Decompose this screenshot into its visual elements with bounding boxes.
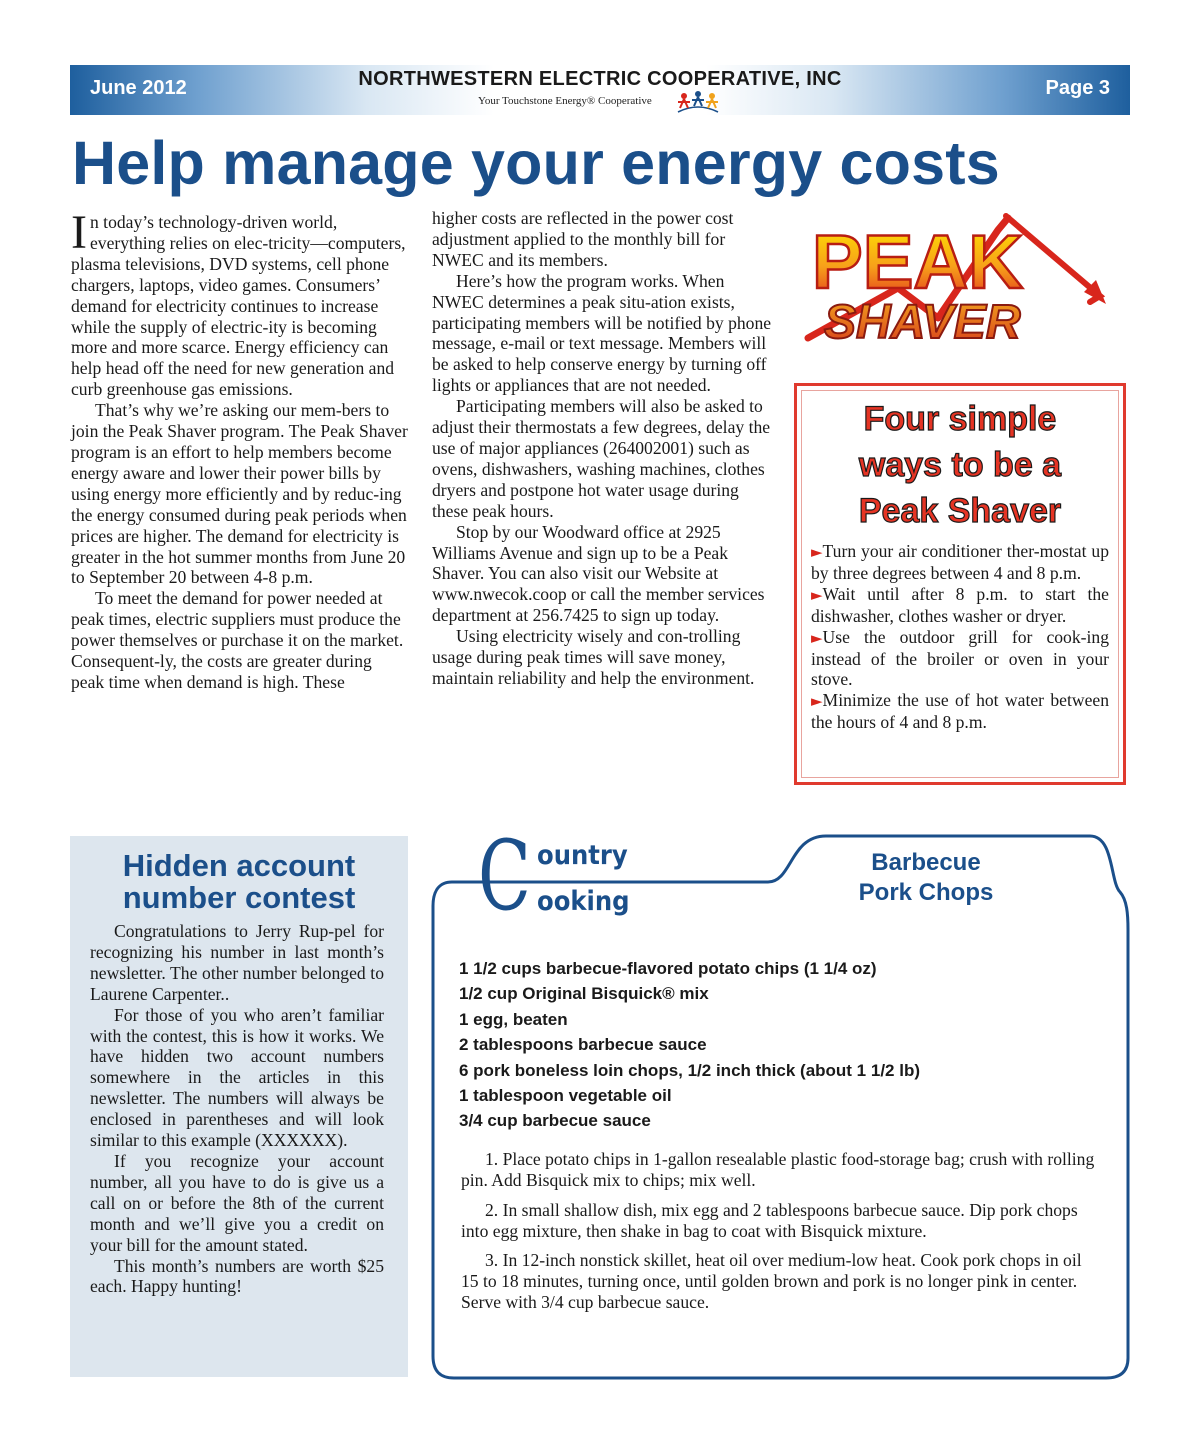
- ingredient-item: 1 egg, beaten: [459, 1009, 568, 1029]
- recipe-title-line: Pork Chops: [858, 879, 994, 906]
- tips-title-line: ways to be a: [858, 446, 1062, 484]
- drop-cap: I: [71, 206, 87, 259]
- tip-item: [811, 690, 1109, 733]
- country-cooking-initial: C: [478, 820, 531, 932]
- ingredient-item: 1 1/2 cups barbecue-flavored potato chips (1 1/4 oz): [459, 959, 877, 978]
- red-arrow-icon: ►: [811, 543, 823, 561]
- article-paragraph: n today’s technology-driven world, everything relies on elec-tricity—computers, plasma televisions, DVD systems, cell phone chargers, laptops, video games. Consumers’ demand for electricity continues to increase while the supply of electric-ity is becoming more and more scarce. Energy efficiency can help head off the need for new generation and curb greenhouse gas emissions.: [71, 212, 406, 400]
- tip-text: Minimize the use of hot water between the hours of 4 and 8 p.m.: [811, 690, 1109, 733]
- organization-tagline: Your Touchstone Energy® Cooperative: [478, 95, 652, 107]
- contest-paragraph: Congratulations to Jerry Rup-pel for recognizing his number in last month’s newsletter. The other number belonged to Laurene Carpenter..: [90, 921, 384, 1004]
- contest-body: [90, 921, 384, 1297]
- peak-logo-word: PEAK: [812, 220, 1024, 305]
- red-arrow-icon: ►: [811, 628, 823, 647]
- tip-text: Turn your air conditioner ther-mostat up by three degrees between 4 and 8 p.m.: [811, 541, 1109, 583]
- tips-title: [797, 396, 1123, 534]
- recipe-steps: [461, 1149, 1101, 1322]
- article-paragraph: Here’s how the program works. When NWEC determines a peak situ-ation exists, participating members will be notified by phone message, e-mail or text message. Members will be asked to help conserve energy by turning off lights or appliances that are not needed.: [432, 270, 772, 396]
- contest-paragraph: For those of you who aren’t familiar with the contest, this is how it works. We have hidden two account numbers somewhere in the articles in this newsletter. The numbers will always be enclosed in parentheses and will look similar to this example (XXXXXX).: [90, 1004, 384, 1151]
- tip-item: [811, 627, 1109, 691]
- tip-item: [811, 541, 1109, 584]
- article-paragraph: Stop by our Woodward office at 2925 Williams Avenue and sign up to be a Peak Shaver. You can also visit our Website at www.nwecok.coop or call the member services department at 256.7425 to sign up today.: [432, 521, 765, 626]
- article-paragraph: Using electricity wisely and con-trolling usage during peak times will save money, maintain reliability and help the environment.: [432, 626, 755, 688]
- peak-shaver-logo: [800, 210, 1120, 370]
- recipe-title: [800, 848, 1052, 908]
- contest-paragraph: This month’s numbers are worth $25 each. Happy hunting!: [90, 1255, 384, 1297]
- tips-title-line: Peak Shaver: [858, 492, 1062, 530]
- tips-list: [811, 541, 1109, 733]
- country-cooking-word: ountry: [537, 840, 628, 871]
- article-paragraph: To meet the demand for power needed at peak times, electric suppliers must produce the power themselves or purchase it on the market. Consequent-ly, the costs are greater during peak time when demand is high. These: [71, 588, 404, 692]
- contest-title-line: Hidden account: [122, 848, 356, 883]
- article-column-2: [432, 208, 772, 689]
- contest-box: [70, 836, 408, 1377]
- article-paragraph: That’s why we’re asking our mem-bers to join the Peak Shaver program. The Peak Shaver program is an effort to help members become energy aware and lower their power bills by using energy more efficiently and by reduc-ing the energy consumed during peak periods when prices are higher. The demand for electricity is greater in the hot summer months from June 20 to September 20 between 4-8 p.m.: [71, 400, 408, 588]
- tip-item: [811, 584, 1109, 627]
- ingredient-item: 6 pork boneless loin chops, 1/2 inch thick (about 1 1/2 lb): [459, 1060, 920, 1080]
- page-number: Page 3: [1045, 77, 1110, 99]
- shaver-logo-word: SHAVER: [824, 296, 1021, 349]
- red-arrow-icon: ►: [811, 585, 823, 604]
- recipe-step: 3. In 12-inch nonstick skillet, heat oil over medium-low heat. Cook pork chops in oil 15 to 18 minutes, turning once, until golden brown and pork is no longer pink in center. Serve with 3/4 cup barbecue sauce.: [461, 1250, 1082, 1313]
- newsletter-header: [70, 65, 1130, 115]
- tip-text: Use the outdoor grill for cook-ing instead of the broiler or oven in your stove.: [811, 626, 1109, 690]
- recipe-step: 2. In small shallow dish, mix egg and 2 tablespoons barbecue sauce. Dip pork chops into egg mixture, then shake in bag to coat with Bisquick mixture.: [461, 1199, 1078, 1241]
- contest-paragraph: If you recognize your account number, all you have to do is give us a call on or before the 8th of the current month and we’ll give you a credit on your bill for the amount stated.: [90, 1150, 384, 1255]
- contest-title: [70, 850, 408, 914]
- tip-text: Wait until after 8 p.m. to start the dishwasher, clothes washer or dryer.: [811, 583, 1109, 626]
- country-cooking-word: ooking: [537, 886, 630, 917]
- ingredient-item: 2 tablespoons barbecue sauce: [459, 1035, 707, 1055]
- tips-title-line: Four simple: [863, 400, 1057, 438]
- article-title: Help manage your energy costs: [72, 129, 1000, 197]
- recipe-step: 1. Place potato chips in 1-gallon resealable plastic food-storage bag; crush with rolling pin. Add Bisquick mix to chips; mix well.: [461, 1149, 1095, 1190]
- red-arrow-icon: ►: [811, 692, 823, 711]
- touchstone-logo-icon: [674, 90, 722, 116]
- peak-shaver-tips-box: [794, 383, 1126, 785]
- article-paragraph: higher costs are reflected in the power cost adjustment applied to the monthly bill for NWEC and its members.: [432, 208, 734, 270]
- ingredient-list: [459, 956, 1099, 1134]
- article-column-1: [71, 206, 409, 693]
- ingredient-item: 1 tablespoon vegetable oil: [459, 1086, 672, 1106]
- ingredient-item: 1/2 cup Original Bisquick® mix: [459, 984, 709, 1004]
- organization-name: NORTHWESTERN ELECTRIC COOPERATIVE, INC: [358, 68, 842, 90]
- issue-date: June 2012: [90, 77, 187, 99]
- ingredient-item: 3/4 cup barbecue sauce: [459, 1111, 651, 1131]
- contest-title-line: number contest: [122, 880, 356, 915]
- article-paragraph: Participating members will also be asked to adjust their thermostats a few degrees, delay the use of major appliances (264002001) such as ovens, dishwashers, washing machines, clothes dryers and postpone hot water usage during these peak hours.: [432, 396, 771, 521]
- recipe-title-line: Barbecue: [871, 849, 981, 876]
